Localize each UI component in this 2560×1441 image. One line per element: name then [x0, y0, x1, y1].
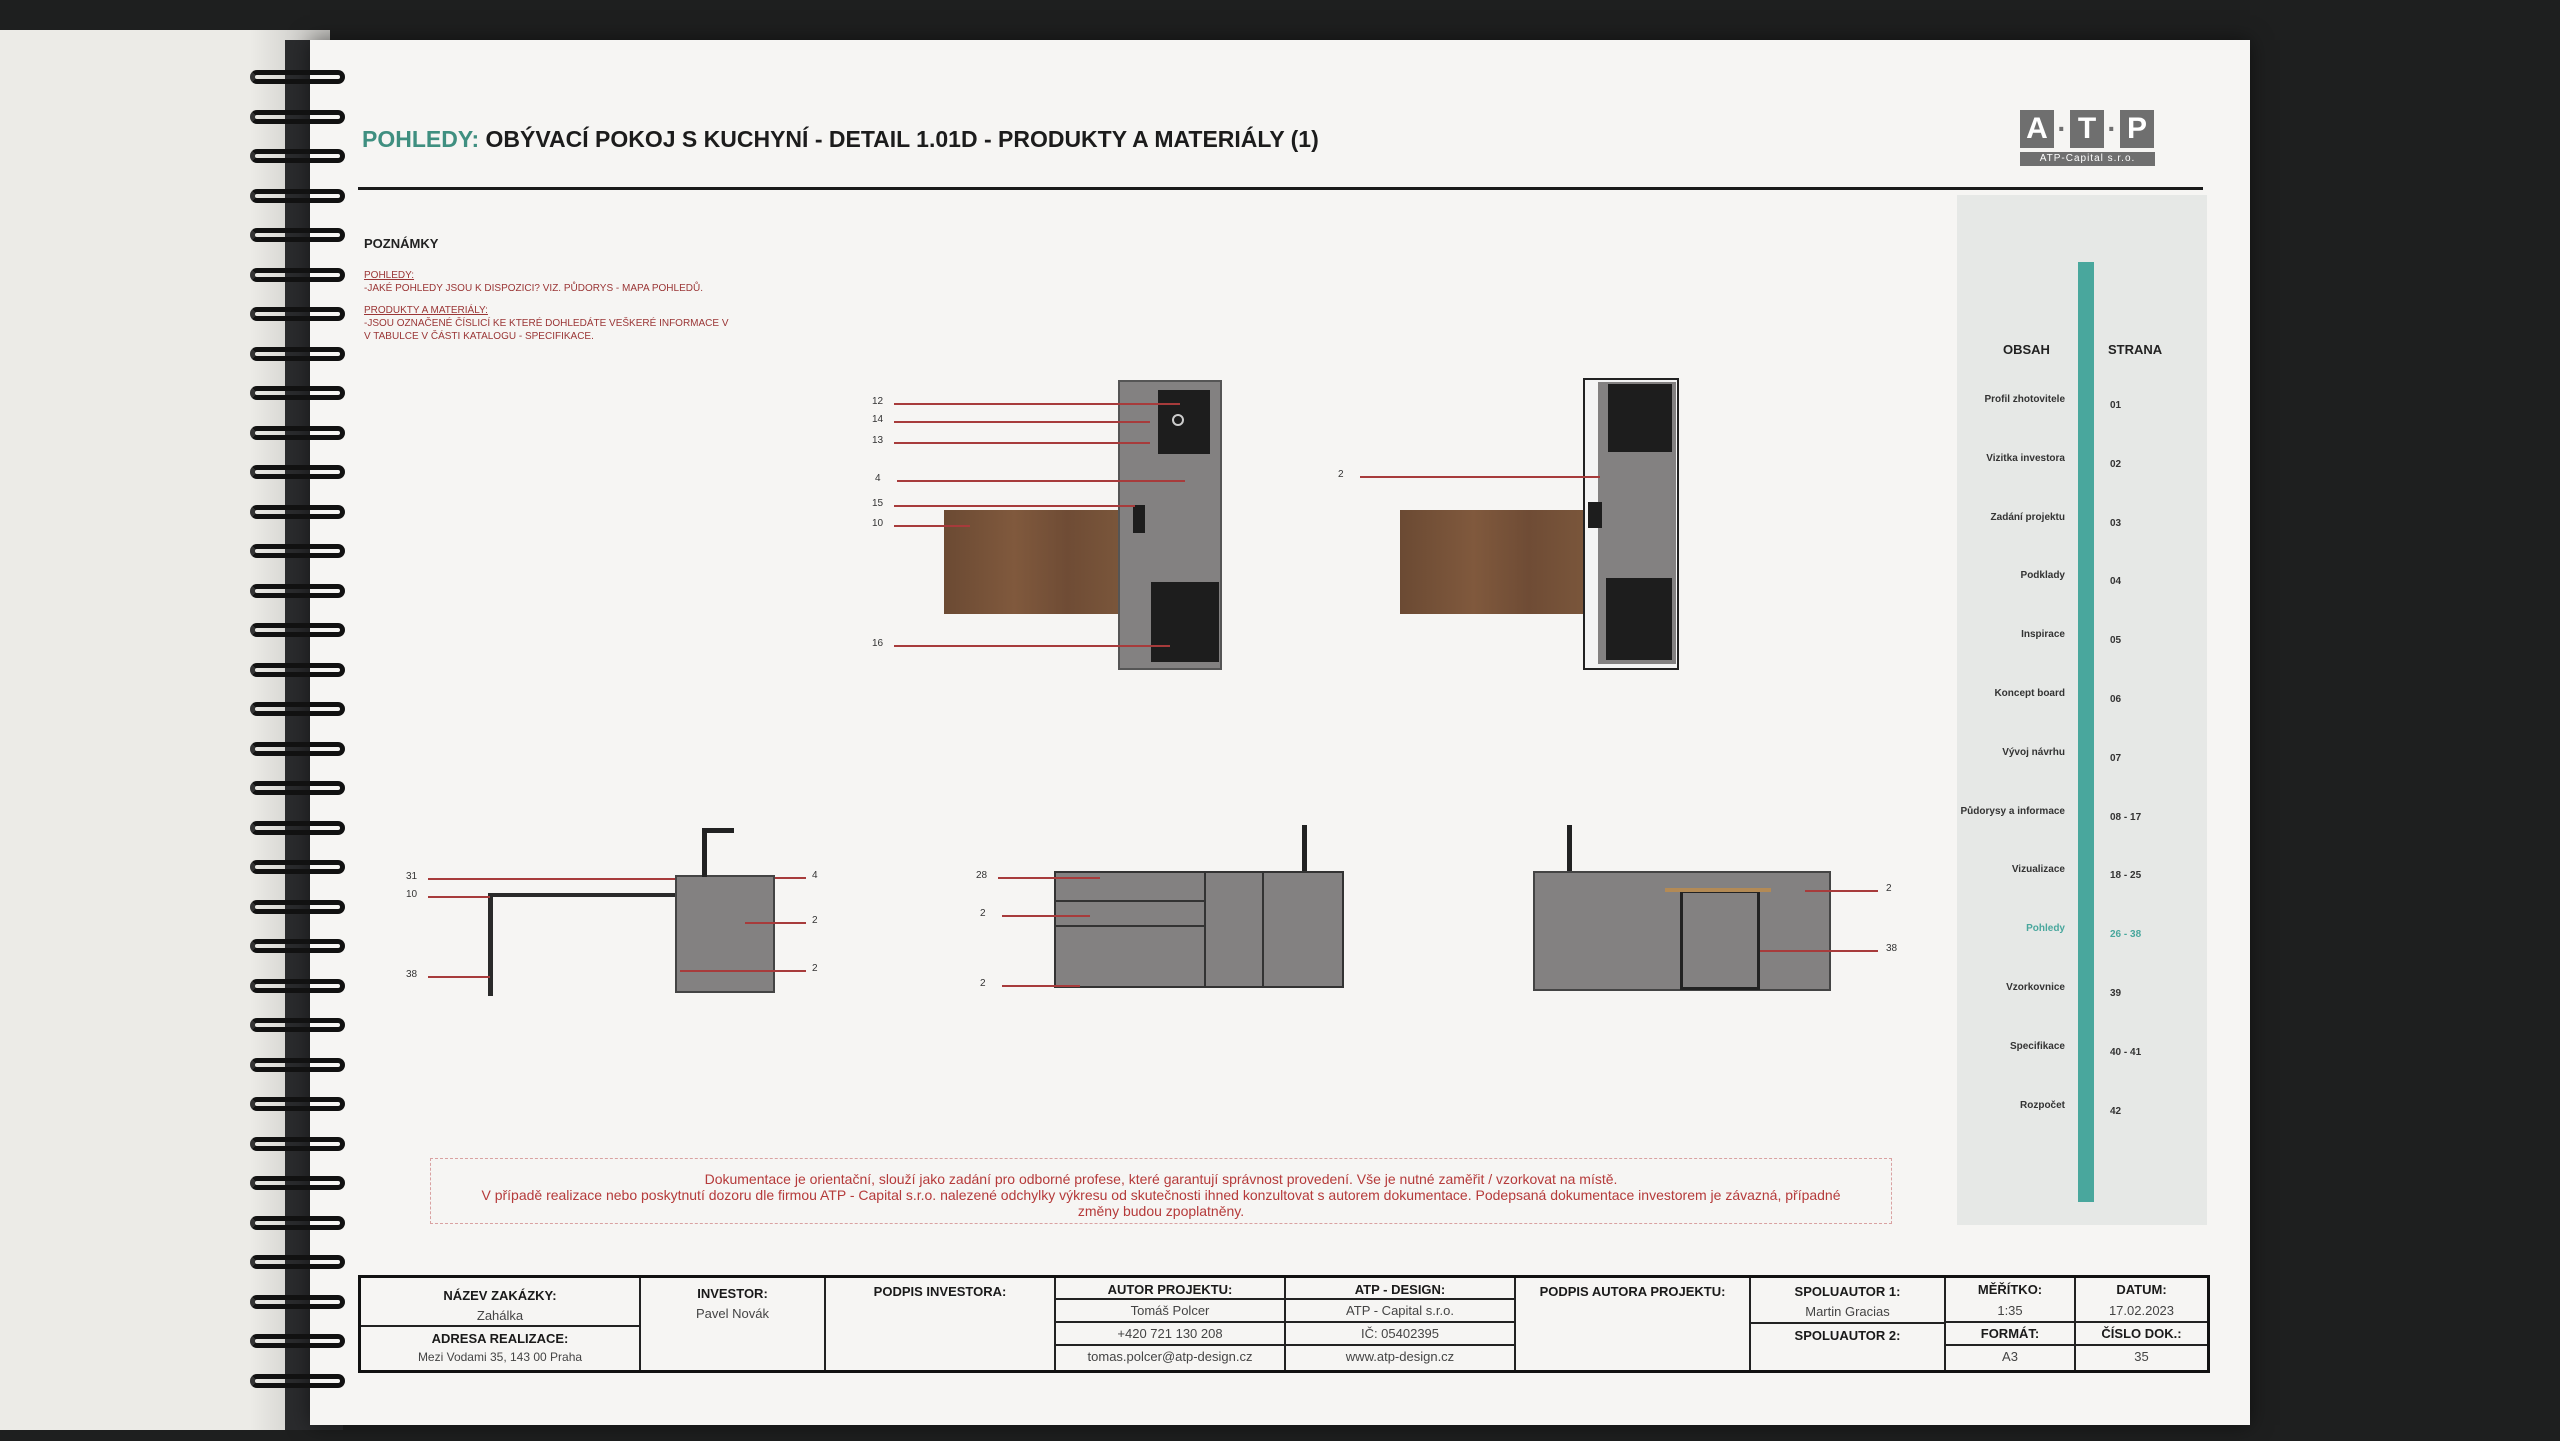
tb-rule — [1946, 1321, 2074, 1323]
tb-value: ATP - Capital s.r.o. — [1346, 1303, 1454, 1318]
tb-value: Mezi Vodami 35, 143 00 Praha — [417, 1350, 583, 1364]
tb-rule — [1056, 1344, 1284, 1346]
binding-ring — [250, 584, 345, 598]
callout-number: 31 — [406, 871, 418, 882]
tb-value: Tomáš Polcer — [1130, 1303, 1210, 1318]
binding-ring — [250, 781, 345, 795]
faucet-spout — [702, 828, 734, 833]
toc-accent-bar — [2078, 262, 2094, 1202]
leader-line — [1760, 950, 1878, 952]
binding-ring — [250, 70, 345, 84]
tb-value: www.atp-design.cz — [1345, 1349, 1455, 1364]
toc-item-page: 42 — [2110, 1105, 2122, 1117]
toc-item-label: Specifikace — [2009, 1040, 2065, 1052]
tb-rule — [1751, 1322, 1944, 1324]
faucet-icon — [1302, 825, 1307, 871]
binding-ring — [250, 663, 345, 677]
tb-datum-cislo — [2076, 1278, 2207, 1370]
callout-number: 15 — [872, 498, 884, 509]
leader-line — [1360, 476, 1600, 478]
toc-header-obsah: OBSAH — [2003, 342, 2050, 357]
appliance-bottom — [1151, 582, 1219, 662]
toc-item-label: Pohledy — [2026, 923, 2065, 935]
tb-label: NÁZEV ZAKÁZKY: — [443, 1288, 557, 1303]
toc-item-page: 02 — [2110, 458, 2122, 470]
handle-section — [1588, 502, 1602, 528]
binding-ring — [250, 426, 345, 440]
binding-ring — [250, 149, 345, 163]
callout-number: 38 — [1886, 943, 1898, 954]
binding-ring — [250, 544, 345, 558]
tb-atp — [1286, 1278, 1516, 1370]
binding-ring — [250, 228, 345, 242]
leader-line — [894, 442, 1150, 444]
leader-line — [894, 505, 1135, 507]
toc-item-label: Vizitka investora — [1986, 452, 2065, 464]
door-divider — [1262, 871, 1264, 988]
toc-item-label: Vizualizace — [2011, 864, 2065, 876]
toc-item-label: Půdorysy a informace — [1960, 805, 2065, 817]
tb-spoluautor — [1751, 1278, 1946, 1370]
tb-label: PODPIS INVESTORA: — [873, 1284, 1007, 1299]
island-front — [1054, 871, 1344, 988]
tb-rule — [2076, 1344, 2207, 1346]
tb-investor — [641, 1278, 826, 1370]
leader-line — [680, 970, 806, 972]
island-cabinet — [675, 875, 775, 993]
disclaimer-line: V případě realizace nebo poskytnutí dozoru dle firmou ATP - Capital s.r.o. nalezené odchylky výkresu od skutečnosti ihned konzultovat s autorem dokumentace. Podepsaná dokumentace investorem je závazná, případné — [481, 1187, 1841, 1203]
callout-number: 12 — [872, 396, 884, 407]
oven-knob-icon — [1172, 414, 1184, 426]
leader-line — [1002, 985, 1080, 987]
notes-heading: POZNÁMKY — [364, 236, 439, 251]
tb-label: INVESTOR: — [697, 1286, 768, 1301]
tb-value: IČ: 05402395 — [1360, 1326, 1440, 1341]
tb-rule — [1056, 1321, 1284, 1323]
toc-item-label: Podklady — [2020, 570, 2065, 582]
tb-label: ATP - DESIGN: — [1354, 1282, 1446, 1297]
binding-ring — [250, 386, 345, 400]
callout-number: 38 — [406, 969, 418, 980]
binding-ring — [250, 1097, 345, 1111]
tb-rule — [1946, 1344, 2074, 1346]
tb-autor — [1056, 1278, 1286, 1370]
tb-rule — [1056, 1298, 1284, 1300]
binding-ring — [250, 939, 345, 953]
callout-number: 4 — [812, 870, 818, 881]
callout-number: 10 — [872, 518, 884, 529]
callout-number: 2 — [812, 963, 818, 974]
toc-item-page: 39 — [2110, 988, 2122, 999]
handle-bar — [1665, 888, 1771, 892]
callout-number: 2 — [980, 978, 986, 989]
binding-ring — [250, 623, 345, 637]
tb-label: DATUM: — [2116, 1282, 2167, 1297]
leader-line — [428, 878, 675, 880]
tb-rule — [2076, 1321, 2207, 1323]
logo-dot: · — [2057, 113, 2067, 144]
handle-block — [1133, 505, 1145, 533]
faucet-icon — [1567, 825, 1572, 871]
binding-ring — [250, 1176, 345, 1190]
tb-label: SPOLUAUTOR 1: — [1794, 1284, 1901, 1299]
tb-value: A3 — [2002, 1349, 2018, 1364]
leader-line — [894, 403, 1180, 405]
tb-label: AUTOR PROJEKTU: — [1107, 1282, 1233, 1297]
disclaimer-line: Dokumentace je orientační, slouží jako zadání pro odborné profese, které garantují správnost provedení. Vše je nutné zaměřit / vzorkovat na místě. — [704, 1171, 1618, 1187]
callout-number: 2 — [980, 908, 986, 919]
toc-item-page: 08 - 17 — [2110, 811, 2142, 823]
tb-label: PODPIS AUTORA PROJEKTU: — [1539, 1284, 1726, 1299]
toc-item-page: 05 — [2110, 635, 2122, 647]
callout-number: 16 — [872, 638, 884, 649]
tb-label: SPOLUAUTOR 2: — [1794, 1328, 1901, 1343]
logo-subtitle: ATP-Capital s.r.o. — [2020, 152, 2155, 166]
binding-ring — [250, 742, 345, 756]
tb-label: ADRESA REALIZACE: — [431, 1331, 569, 1346]
oven-section — [1608, 384, 1672, 452]
leader-line — [775, 877, 806, 879]
binding-ring — [250, 505, 345, 519]
island-leg — [488, 893, 493, 996]
binding-ring — [250, 189, 345, 203]
note-line: -JAKÉ POHLEDY JSOU K DISPOZICI? VIZ. PŮDORYS - MAPA POHLEDŮ. — [364, 283, 703, 294]
title-rule — [358, 187, 2203, 190]
toc-item-page: 07 — [2110, 752, 2122, 764]
toc-item-page: 04 — [2110, 576, 2122, 588]
note-line: -JSOU OZNAČENÉ ČÍSLICÍ KE KTERÉ DOHLEDÁTE VEŠKERÉ INFORMACE V — [364, 318, 729, 329]
leader-line — [428, 896, 490, 898]
binding-ring — [250, 900, 345, 914]
leader-line — [894, 645, 1170, 647]
binding-ring — [250, 1334, 345, 1348]
page-title — [362, 126, 1319, 153]
callout-number: 4 — [875, 473, 881, 484]
tb-rule — [1286, 1344, 1514, 1346]
toc-item-page: 06 — [2110, 694, 2122, 705]
tb-value: Pavel Novák — [696, 1306, 769, 1321]
callout-number: 2 — [812, 915, 818, 926]
callout-number: 28 — [976, 870, 988, 881]
appliance-section — [1606, 578, 1672, 660]
binding-ring — [250, 860, 345, 874]
note-line: POHLEDY: — [364, 270, 415, 281]
faucet-icon — [702, 830, 707, 877]
tb-value: tomas.polcer@atp-design.cz — [1087, 1349, 1253, 1364]
binding-ring — [250, 347, 345, 361]
atp-logo — [2020, 110, 2155, 148]
binding-ring — [250, 702, 345, 716]
binding-ring — [250, 465, 345, 479]
toc-item-label: Koncept board — [1994, 688, 2065, 699]
toc-item-page: 26 - 38 — [2110, 929, 2142, 941]
tb-value: +420 721 130 208 — [1117, 1326, 1223, 1341]
binding-ring — [250, 1018, 345, 1032]
tb-meritko-format — [1946, 1278, 2076, 1370]
binding-ring — [250, 1058, 345, 1072]
toc-item-label: Vzorkovnice — [2006, 982, 2065, 993]
callout-number: 10 — [406, 889, 418, 900]
binding-ring — [250, 1374, 345, 1388]
tb-label: FORMÁT: — [1980, 1326, 2040, 1341]
tb-label: ČÍSLO DOK.: — [2101, 1326, 2182, 1341]
toc-item-label: Vývoj návrhu — [2002, 746, 2065, 758]
binding-ring — [250, 110, 345, 124]
countertop-wood — [944, 510, 1120, 614]
dishwasher-frame — [1680, 890, 1760, 990]
title-main: OBÝVACÍ POKOJ S KUCHYNÍ - DETAIL 1.01D - PRODUKTY A MATERIÁLY (1) — [485, 126, 1319, 152]
title-prefix: POHLEDY: — [362, 126, 480, 152]
tb-value: Zahálka — [476, 1308, 524, 1323]
toc-item-page: 40 - 41 — [2110, 1046, 2142, 1058]
callout-number: 2 — [1338, 469, 1344, 480]
title-block — [358, 1275, 2210, 1373]
countertop-wood-side — [1400, 510, 1584, 614]
drawer-line — [1054, 925, 1206, 927]
toc-item-label: Rozpočet — [2020, 1099, 2065, 1111]
tb-label: MĚŘÍTKO: — [1977, 1282, 2043, 1297]
toc-header-strana: STRANA — [2108, 342, 2163, 357]
leader-line — [1002, 915, 1090, 917]
binding-ring — [250, 1295, 345, 1309]
disclaimer-line: změny budou zpoplatněny. — [1077, 1203, 1245, 1219]
logo-dot: · — [2107, 113, 2117, 144]
tb-value: 17.02.2023 — [2108, 1303, 2175, 1318]
toc-item-label: Inspirace — [2021, 629, 2065, 641]
tb-rule — [1286, 1298, 1514, 1300]
tb-podpis-autora — [1516, 1278, 1751, 1370]
binding-ring — [250, 1216, 345, 1230]
tb-value: 35 — [2134, 1349, 2149, 1364]
toc-item-label: Profil zhotovitele — [1984, 394, 2065, 405]
leader-line — [894, 525, 970, 527]
callout-number: 2 — [1886, 883, 1892, 894]
tb-value: 1:35 — [1997, 1303, 2023, 1318]
callout-number: 13 — [872, 435, 884, 446]
toc-item-page: 01 — [2110, 400, 2122, 411]
callout-number: 14 — [872, 414, 884, 425]
binding-ring — [250, 979, 345, 993]
binding-ring — [250, 268, 345, 282]
tb-podpis-investora — [826, 1278, 1056, 1370]
island-top-line — [490, 893, 675, 897]
binding-ring — [250, 821, 345, 835]
leader-line — [897, 480, 1185, 482]
oven-top — [1158, 390, 1210, 454]
tb-zakazka — [361, 1278, 641, 1370]
logo-letter-t: T — [2070, 110, 2104, 148]
leader-line — [998, 877, 1100, 879]
tb-rule — [1286, 1321, 1514, 1323]
note-line: V TABULCE V ČÁSTI KATALOGU - SPECIFIKACE. — [364, 331, 594, 342]
note-line: PRODUKTY A MATERIÁLY: — [364, 305, 488, 316]
leader-line — [745, 922, 806, 924]
binding-ring — [250, 1255, 345, 1269]
logo-letter-a: A — [2020, 110, 2054, 148]
leader-line — [1805, 890, 1878, 892]
leader-line — [428, 976, 490, 978]
toc-item-label: Zadání projektu — [1990, 511, 2065, 523]
leader-line — [894, 421, 1150, 423]
toc-item-page: 03 — [2110, 517, 2122, 529]
logo-letter-p: P — [2120, 110, 2154, 148]
toc-item-page: 18 - 25 — [2110, 870, 2142, 882]
tb-value: Martin Gracias — [1805, 1304, 1890, 1319]
tb-rule — [361, 1325, 639, 1327]
drawer-line — [1054, 900, 1206, 902]
binding-ring — [250, 1137, 345, 1151]
door-divider — [1204, 871, 1206, 988]
disclaimer-box — [430, 1158, 1892, 1224]
binding-ring — [250, 307, 345, 321]
